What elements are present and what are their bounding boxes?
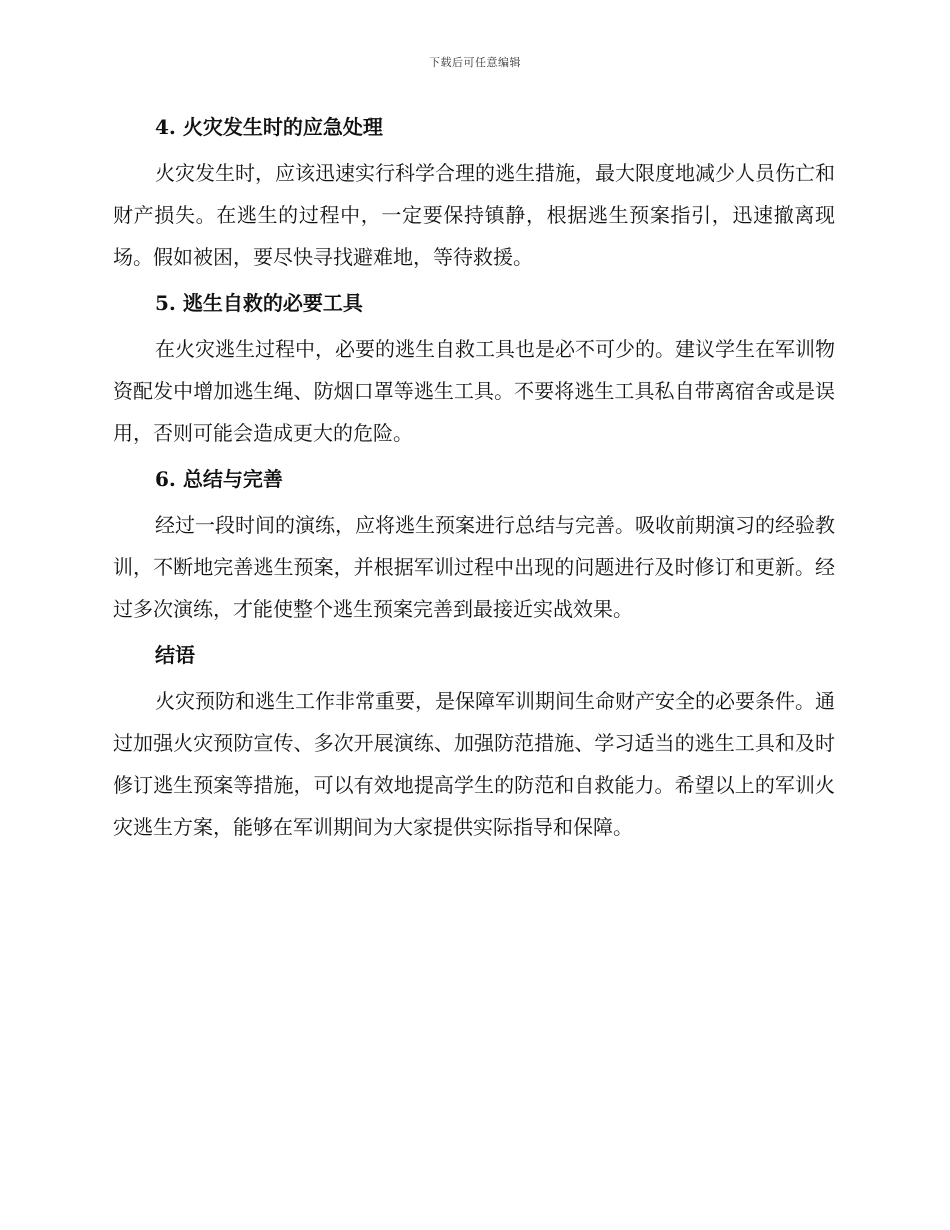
section-paragraph-summary: 经过一段时间的演练，应将逃生预案进行总结与完善。吸收前期演习的经验教训，不断地完善逃生预案，并根据军训过程中出现的问题进行及时修订和更新。经过多次演练，才能使整个逃生预案完善到最接近实战效果。 — [113, 513, 835, 621]
section-paragraph-tools: 在火灾逃生过程中，必要的逃生自救工具也是必不可少的。建议学生在军训物资配发中增加逃生绳、防烟口罩等逃生工具。不要将逃生工具私自带离宿舍或是误用，否则可能会造成更大的危险。 — [113, 337, 835, 445]
section-heading-emergency: 4. 火灾发生时的应急处理 — [155, 115, 383, 139]
page-header-note: 下载后可任意编辑 — [429, 56, 521, 69]
section-paragraph-emergency: 火灾发生时，应该迅速实行科学合理的逃生措施，最大限度地减少人员伤亡和财产损失。在逃生的过程中，一定要保持镇静，根据逃生预案指引，迅速撤离现场。假如被困，要尽快寻找避难地，等待救援。 — [113, 161, 835, 269]
section-heading-conclusion: 结语 — [155, 643, 195, 667]
section-paragraph-conclusion: 火灾预防和逃生工作非常重要，是保障军训期间生命财产安全的必要条件。通过加强火灾预防宣传、多次开展演练、加强防范措施、学习适当的逃生工具和及时修订逃生预案等措施，可以有效地提高学生的防范和自救能力。希望以上的军训火灾逃生方案，能够在军训期间为大家提供实际指导和保障。 — [113, 689, 835, 839]
section-heading-tools: 5. 逃生自救的必要工具 — [155, 291, 363, 315]
document-body — [113, 108, 835, 854]
section-heading-summary: 6. 总结与完善 — [155, 467, 283, 491]
